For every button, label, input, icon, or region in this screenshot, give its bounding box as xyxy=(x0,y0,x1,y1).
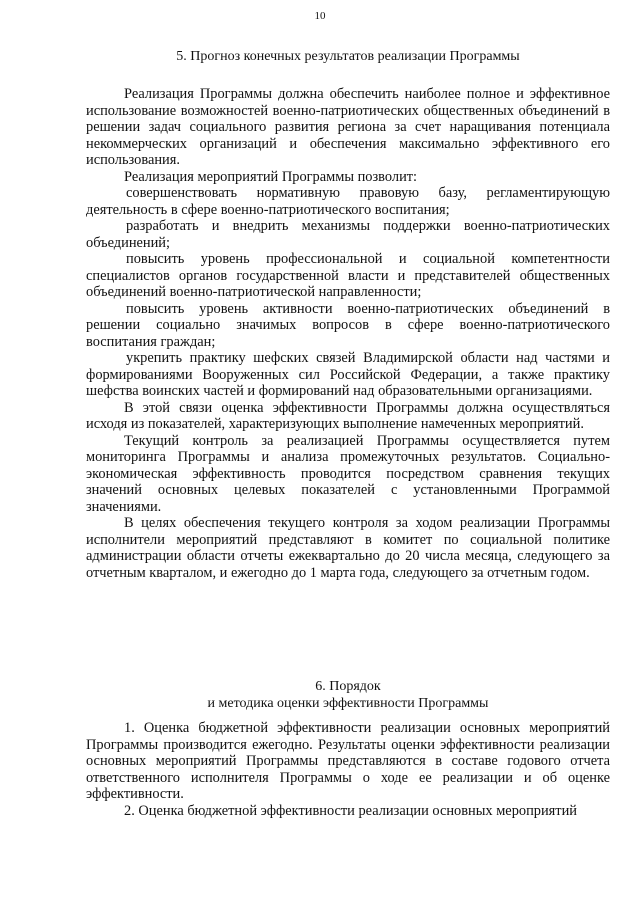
page-number: 10 xyxy=(314,10,326,22)
section-5-body xyxy=(86,86,610,581)
section-6-heading xyxy=(86,678,610,712)
section-5-heading: 5. Прогноз конечных результатов реализации Программы xyxy=(176,49,520,64)
paragraph: Текущий контроль за реализацией Программы осуществляется путем мониторинга Программы и анализа промежуточных результатов. Социально-экономическая эффективность проводится посредством сравнения текущих значений основных целевых показателей с установленными Программой значениями. xyxy=(86,432,610,515)
section-6-body xyxy=(86,720,610,819)
paragraph: 2. Оценка бюджетной эффективности реализации основных мероприятий xyxy=(124,802,577,819)
paragraph: В целях обеспечения текущего контроля за ходом реализации Программы исполнители мероприятий представляют в комитет по социальной политике администрации области отчеты ежеквартально до 20 числа месяца, следующего за отчетным кварталом, и ежегодно до 1 марта года, следующего за отчетным годом. xyxy=(86,515,610,581)
paragraph: Реализация мероприятий Программы позволит: xyxy=(124,168,418,185)
paragraph: Реализация Программы должна обеспечить наиболее полное и эффективное использование возможностей военно-патриотических общественных объединений в решении задач социального развития региона за счет наращивания потенциала некоммерческих организаций и обеспечения максимально эффективного его использования. xyxy=(86,86,610,168)
section-6-title-line1: 6. Порядок xyxy=(315,679,381,694)
list-item: укрепить практику шефских связей Владимирской области над частями и формированиями Вооруженных сил Российской Федерации, а также практику шефства воинских частей и формирований над образовательными организациями. xyxy=(86,350,610,399)
list-item: разработать и внедрить механизмы поддержки военно-патриотических объединений; xyxy=(86,218,610,251)
list-item: совершенствовать нормативную правовую базу, регламентирующую деятельность в сфере военно-патриотического воспитания; xyxy=(86,185,610,218)
list-item: повысить уровень активности военно-патриотических объединений в решении социально значимых вопросов в сфере военно-патриотического воспитания граждан; xyxy=(86,300,610,350)
list-item: повысить уровень профессиональной и социальной компетентности специалистов органов государственной власти и представителей общественных объединений военно-патриотической направленности; xyxy=(86,251,610,300)
section-6-title-line2: и методика оценки эффективности Программы xyxy=(207,696,489,711)
paragraph: В этой связи оценка эффективности Программы должна осуществляться исходя из показателей, характеризующих выполнение намеченных мероприятий. xyxy=(86,399,610,432)
paragraph: 1. Оценка бюджетной эффективности реализации основных мероприятий Программы производится ежегодно. Результаты оценки эффективности реализации основных мероприятий Программы представляются в составе годового отчета ответственного исполнителя Программы о ходе ее реализации и об оценке эффективности. xyxy=(86,720,610,802)
